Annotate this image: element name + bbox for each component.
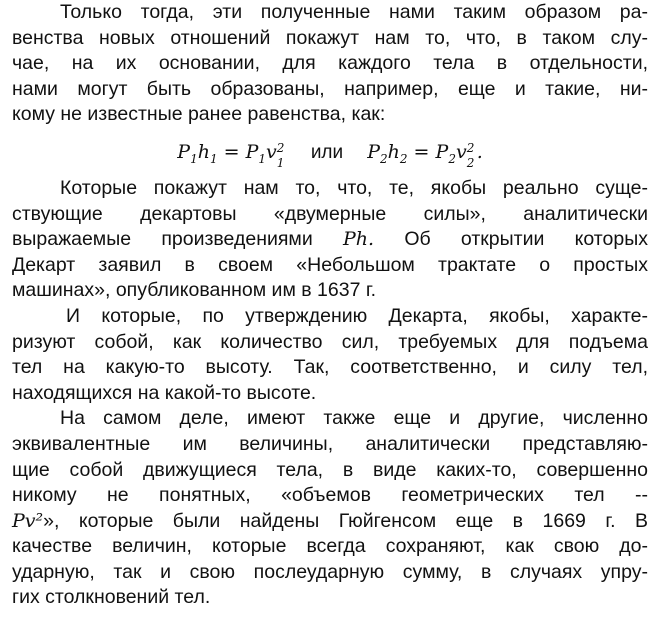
paragraph-4 (12, 406, 648, 611)
text-line: находящихся на какой-то высоте. (12, 381, 317, 404)
text-fragment: выражаемые произведениями (12, 228, 343, 251)
text-line: ударную, так и свою послеударную сумму, в случаях упру- (12, 560, 648, 583)
text-line: тел на какую-то высоту. Так, соответственно, и силу тел, (12, 356, 648, 379)
text-line: Только тогда, эти полученные нами таким образом ра- (60, 1, 648, 23)
text-line: И которые, по утверждению Декарта, якобы, характе- (66, 304, 648, 327)
inline-math: Ph. (342, 228, 375, 251)
text-line: нами могут быть образованы, например, еще и такие, ни- (12, 77, 648, 100)
text-line: никому не понятных, «объемов геометрических тел -- (12, 484, 648, 507)
equation-left: $P_1h_1 = P_1v$ 2 1 (177, 140, 285, 170)
text-line: гих столкновений тел. (12, 586, 211, 609)
equation-block (12, 128, 648, 176)
text-line: щие собой движущиеся тела, в виде каких-то, совершенно (12, 458, 648, 481)
text-fragment: », которые были найдены Гюйгенсом еще в 1669 г. В (43, 509, 648, 532)
paragraph-1 (12, 0, 648, 128)
text-line: венства новых отношений покажут нам то, что, в таком слу- (12, 26, 648, 49)
text-line: качестве величин, которые всегда сохраняют, как свою до- (12, 535, 648, 558)
text-line: эквивалентные им величины, аналитически представляю- (12, 432, 648, 455)
equation-connector: или (310, 141, 344, 163)
paragraph-3 (12, 304, 648, 406)
equation-right: $P_2h_2 = P_2v$ 2 2 . (367, 140, 483, 170)
text-line (12, 227, 648, 253)
text-line: ризуют собой, как количество сил, требуемых для подъема (12, 330, 648, 353)
text-line: Которые покажут нам то, что, те, якобы реально суще- (60, 176, 648, 199)
text-line: машинах», опубликованном им в 1637 г. (12, 279, 376, 302)
text-fragment: Об открытии которых (374, 228, 648, 251)
text-line: ствующие декартовы «двумерные силы», аналитически (12, 202, 648, 225)
text-line (12, 509, 648, 535)
text-line: кому не известные ранее равенства, как: (12, 103, 386, 126)
inline-math: Pv² (12, 509, 44, 532)
text-line: На самом деле, имеют также еще и другие, численно (60, 407, 648, 430)
text-line: чае, на их основании, для каждого тела в отдельности, (12, 52, 648, 75)
text-line: Декарт заявил в своем «Небольшом трактате о простых (12, 253, 648, 276)
paragraph-2 (12, 176, 648, 304)
document-page (12, 0, 648, 640)
